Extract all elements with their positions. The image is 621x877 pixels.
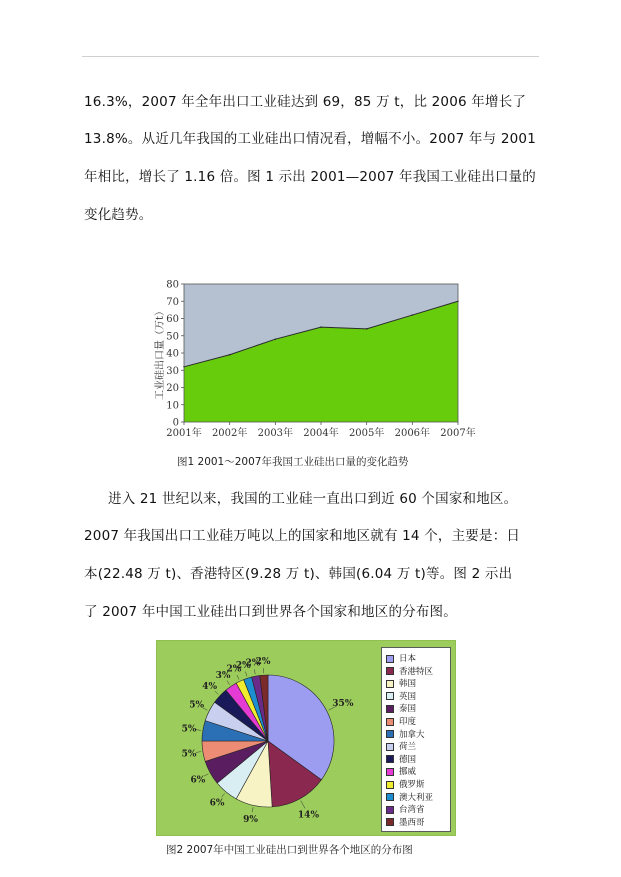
pie-leader-line-英国 (221, 793, 224, 797)
legend-item-香港特区 (386, 665, 433, 677)
legend-swatch-澳大利亚 (386, 793, 394, 801)
pie-data-label-德国: 4% (202, 682, 218, 693)
y-tick-label-30: 30 (166, 365, 179, 377)
legend-label-澳大利亚: 澳大利亚 (399, 792, 434, 803)
x-tick-label-2004年: 2004年 (303, 428, 339, 439)
pie-data-label-印度: 5% (181, 749, 197, 760)
legend-swatch-加拿大 (386, 730, 394, 738)
legend-item-墨西哥 (386, 816, 425, 828)
pie-leader-line-台湾省 (254, 669, 255, 674)
legend-swatch-英国 (386, 692, 394, 700)
legend-item-韩国 (386, 677, 416, 689)
figure1-caption: 图1 2001～2007年我国工业硅出口量的变化趋势 (177, 456, 409, 468)
pie-data-label-荷兰: 5% (189, 700, 205, 711)
data-point-2006年 (412, 314, 414, 316)
pie-data-label-日本: 35% (332, 698, 354, 709)
y-tick-label-20: 20 (166, 383, 179, 394)
legend-swatch-德国 (386, 755, 394, 763)
legend-label-英国: 英国 (399, 691, 417, 702)
paragraph1-line-2: 13.8%。从近几年我国的工业硅出口情况看，增幅不小。2007 年与 2001 (84, 131, 536, 147)
legend-swatch-荷兰 (386, 743, 394, 751)
legend-label-俄罗斯: 俄罗斯 (399, 780, 425, 790)
legend-item-加拿大 (386, 728, 425, 740)
data-point-2004年 (320, 326, 322, 328)
legend-swatch-泰国 (386, 705, 394, 713)
legend-swatch-墨西哥 (386, 818, 394, 826)
pie-data-label-英国: 6% (209, 798, 225, 809)
data-point-2003年 (275, 338, 277, 340)
x-tick-label-2005年: 2005年 (348, 428, 385, 439)
pie-data-label-香港特区: 14% (297, 810, 320, 821)
pie-leader-line-俄罗斯 (237, 675, 239, 680)
x-tick-label-2002年: 2002年 (211, 428, 248, 439)
pie-data-label-澳大利亚: 2% (235, 660, 251, 671)
data-point-2002年 (229, 354, 231, 356)
pie-data-label-俄罗斯: 2% (226, 664, 242, 675)
pie-legend (381, 647, 451, 832)
y-tick-label-80: 80 (166, 279, 179, 291)
paragraph2-line-2: 2007 年我国出口工业硅万吨以上的国家和地区就有 14 个，主要是：日 (84, 528, 521, 544)
legend-swatch-印度 (386, 718, 394, 726)
legend-swatch-香港特区 (386, 667, 394, 675)
paragraph2-line-1: 进入 21 世纪以来，我国的工业硅一直出口到近 60 个国家和地区。 (108, 491, 518, 507)
legend-label-泰国: 泰国 (399, 704, 417, 715)
legend-item-日本 (386, 652, 416, 664)
legend-label-墨西哥: 墨西哥 (399, 817, 425, 828)
legend-swatch-日本 (386, 655, 394, 663)
legend-label-挪威: 挪威 (399, 767, 417, 778)
pie-data-label-韩国: 9% (243, 815, 258, 826)
paragraph2-line-3: 本(22.48 万 t)、香港特区(9.28 万 t)、韩国(6.04 万 t)等。图 2 示出 (84, 566, 513, 582)
y-tick-label-60: 60 (166, 314, 179, 325)
legend-label-香港特区: 香港特区 (399, 666, 434, 677)
figure2-caption: 图2 2007年中国工业硅出口到世界各个地区的分布图 (166, 844, 413, 856)
paragraph2-line-4: 了 2007 年中国工业硅出口到世界各个国家和地区的分布图。 (84, 604, 457, 620)
legend-item-挪威 (386, 765, 416, 777)
data-point-2005年 (366, 328, 368, 330)
legend-label-德国: 德国 (399, 754, 417, 765)
export-trend-area-chart (152, 276, 476, 446)
x-tick-label-2006年: 2006年 (394, 428, 431, 439)
y-axis-label: 工业硅出口量（万t） (155, 305, 166, 401)
pie-data-label-挪威: 3% (215, 670, 231, 681)
legend-item-台湾省 (386, 803, 425, 815)
legend-item-泰国 (386, 702, 416, 714)
x-tick-label-2003年: 2003年 (257, 428, 294, 439)
pie-data-label-墨西哥: 2% (255, 657, 271, 668)
pie-leader-line-印度 (196, 752, 201, 753)
y-tick-label-50: 50 (166, 331, 179, 343)
legend-swatch-台湾省 (386, 806, 394, 814)
y-tick-label-70: 70 (166, 296, 179, 308)
y-tick-label-10: 10 (166, 400, 179, 412)
legend-label-韩国: 韩国 (399, 679, 417, 690)
legend-label-台湾省: 台湾省 (399, 805, 425, 816)
paragraph1-line-3: 年相比，增长了 1.16 倍。图 1 示出 2001—2007 年我国工业硅出口量的 (84, 169, 537, 185)
legend-item-荷兰 (386, 740, 416, 752)
pie-data-label-泰国: 6% (190, 775, 206, 786)
legend-swatch-俄罗斯 (386, 781, 394, 789)
legend-item-澳大利亚 (386, 791, 433, 803)
header-rule (82, 56, 539, 57)
pie-leader-line-韩国 (252, 807, 253, 812)
legend-swatch-挪威 (386, 768, 394, 776)
y-tick-label-0: 0 (172, 417, 179, 429)
legend-label-日本: 日本 (399, 654, 417, 664)
paragraph1-line-4: 变化趋势。 (84, 207, 153, 223)
y-tick-label-40: 40 (166, 348, 179, 360)
legend-label-荷兰: 荷兰 (399, 742, 417, 753)
legend-item-德国 (386, 753, 416, 765)
legend-label-印度: 印度 (399, 717, 417, 727)
legend-item-俄罗斯 (386, 778, 425, 790)
pie-leader-line-澳大利亚 (245, 672, 247, 677)
pie-leader-line-加拿大 (196, 730, 201, 731)
legend-label-加拿大: 加拿大 (399, 729, 425, 740)
x-tick-label-2001年: 2001年 (166, 428, 202, 439)
legend-item-印度 (386, 715, 416, 727)
pie-leader-line-香港特区 (301, 801, 305, 809)
pie-data-label-加拿大: 5% (181, 724, 197, 735)
x-tick-label-2007年: 2007年 (440, 428, 476, 439)
paragraph1-line-1: 16.3%，2007 年全年出口工业硅达到 69，85 万 t，比 2006 年增长了 (84, 94, 527, 110)
pie-leader-line-挪威 (227, 681, 230, 685)
pie-data-label-台湾省: 2% (245, 658, 261, 669)
legend-swatch-韩国 (386, 680, 394, 688)
legend-item-英国 (386, 690, 416, 702)
export-distribution-figure (156, 640, 456, 836)
